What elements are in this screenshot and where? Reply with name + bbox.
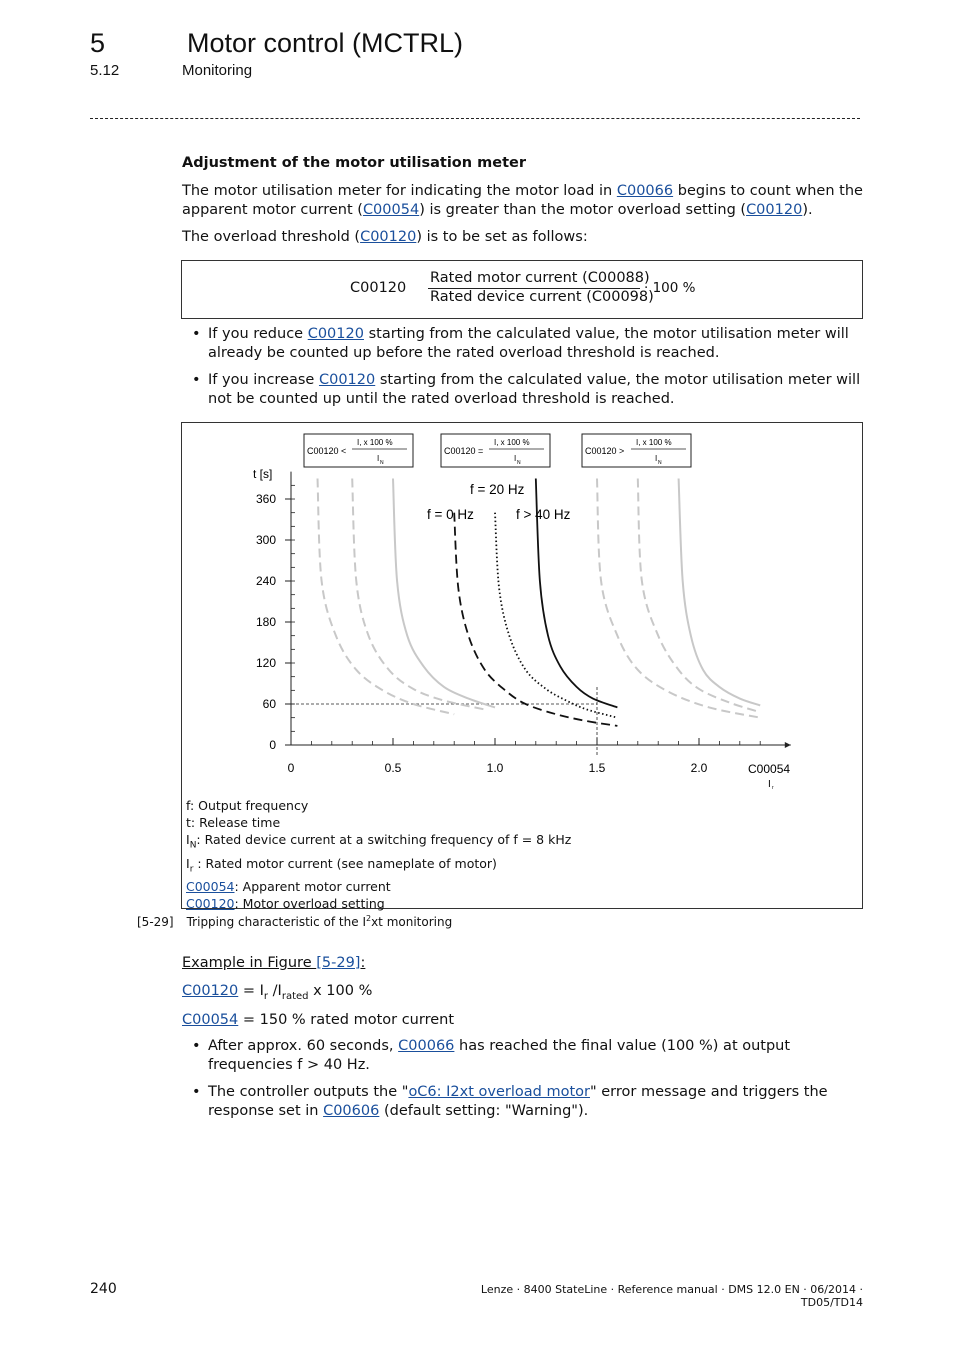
y-tick-label: 60	[262, 697, 276, 712]
box-den-sub: N	[658, 460, 662, 466]
link-oc6-error[interactable]: oC6: I2xt overload motor	[408, 1084, 590, 1100]
series-line-reference	[597, 479, 760, 718]
link-c00066[interactable]: C00066	[616, 183, 674, 199]
page-number: 240	[90, 1281, 117, 1297]
formula-factor: · 100 %	[644, 280, 696, 296]
chapter-title: Motor control (MCTRL)	[187, 28, 464, 58]
legend-item: C00054: Apparent motor current	[186, 879, 391, 894]
x-axis-title-sub: I	[768, 779, 771, 790]
link-c00054[interactable]: C00054	[186, 879, 235, 894]
footer-text: Lenze · 8400 StateLine · Reference manual · DMS 12.0 EN · 06/2014 · TD05/TD14	[480, 1283, 863, 1309]
link-c00120[interactable]: C00120	[746, 202, 803, 218]
chapter-number: 5	[90, 28, 106, 58]
link-c00066[interactable]: C00066	[398, 1038, 455, 1054]
list-item: • If you increase C00120 starting from the calculated value, the motor utilisation meter will not be counted up until the rated overload threshold is reached.	[190, 371, 865, 409]
box-den: I	[655, 454, 658, 463]
label-f40: f > 40 Hz	[516, 507, 571, 522]
box-den-sub: N	[517, 460, 521, 466]
series-line-reference	[679, 479, 761, 706]
list-item: • The controller outputs the "oC6: I2xt overload motor" error message and triggers the response set in C00606 (default setting: "Warning").	[190, 1083, 865, 1121]
link-c00120[interactable]: C00120	[186, 896, 235, 911]
link-c00054[interactable]: C00054	[362, 202, 420, 218]
link-c00054[interactable]: C00054	[182, 1012, 239, 1028]
legend-item: $I_N$: Rated device current at a switching frequency of f = 8 kHz	[186, 832, 572, 851]
list-item: • After approx. 60 seconds, C00066 has reached the final value (100 %) at output frequencies f > 40 Hz.	[190, 1037, 865, 1075]
y-tick-label: 360	[255, 492, 276, 507]
x-axis-title: C00054	[748, 762, 791, 776]
figure-caption: [5-29] Tripping characteristic of the $I^2xt$ monitoring	[137, 914, 453, 929]
box-lhs: C00120 <	[307, 446, 347, 456]
link-c00120[interactable]: C00120	[307, 326, 364, 342]
setting-box-equal	[441, 434, 550, 467]
link-c00120[interactable]: C00120	[318, 372, 376, 388]
intro-paragraph: The motor utilisation meter for indicating the motor load in C00066 begins to count when the apparent motor current (C00054) is greater than the motor overload setting (C00120).	[182, 183, 863, 218]
example-line: C00054 = 150 % rated motor current	[182, 1012, 455, 1028]
example-line: $C00120 = I_r$ $/I_{rated}$ x 100 %	[182, 983, 373, 1002]
formula-denominator: Rated device current (C00098)	[430, 289, 654, 305]
bullet-list	[190, 325, 865, 417]
box-lhs: C00120 >	[585, 446, 625, 456]
y-tick-label: 120	[255, 656, 276, 671]
x-tick-label: 2.0	[690, 761, 708, 775]
box-den-sub: N	[380, 460, 384, 466]
link-c00120[interactable]: C00120	[360, 229, 417, 245]
setting-box-less	[304, 434, 413, 467]
threshold-paragraph: The overload threshold (C00120) is to be set as follows:	[182, 229, 588, 245]
box-lhs: C00120 =	[444, 446, 484, 456]
box-num: I, x 100 %	[494, 438, 530, 447]
x-tick-label: 1.0	[486, 761, 504, 775]
setting-box-greater	[582, 434, 691, 467]
box-den: I	[514, 454, 517, 463]
box-num: I, x 100 %	[357, 438, 393, 447]
label-f20: f = 20 Hz	[470, 482, 525, 497]
bullet-list	[190, 1037, 865, 1129]
series-line-f-0-hz	[454, 513, 617, 726]
x-axis-arrow	[785, 742, 791, 748]
legend-item: t: Release time	[186, 815, 281, 830]
legend-item: f: Output frequency	[186, 798, 309, 813]
x-axis-title-subsub: r	[772, 785, 774, 791]
series-line-reference	[638, 479, 760, 713]
formula-numerator: Rated motor current (C00088)	[430, 270, 650, 286]
section-number: 5.12	[90, 62, 120, 79]
x-tick-label: 0.5	[384, 761, 402, 775]
legend-item: $I_r$ : Rated motor current (see nameplate of motor)	[186, 855, 497, 874]
y-tick-label: 0	[269, 738, 276, 752]
y-tick-label: 180	[255, 615, 276, 630]
y-tick-label: 240	[255, 574, 276, 589]
box-num: I, x 100 %	[636, 438, 672, 447]
x-tick-label: 0	[287, 761, 295, 775]
link-c00606[interactable]: C00606	[323, 1103, 380, 1119]
subsection-heading: Adjustment of the motor utilisation meter	[182, 155, 526, 171]
header-divider	[90, 118, 860, 119]
formula-box	[181, 260, 863, 319]
link-figure-5-29[interactable]: [5-29]	[316, 955, 361, 971]
formula-lhs: C00120	[350, 280, 407, 296]
label-f0: f = 0 Hz	[427, 507, 474, 522]
tripping-chart	[181, 422, 863, 797]
box-den: I	[377, 454, 380, 463]
figure-legend	[186, 797, 571, 912]
y-tick-label: 300	[255, 533, 276, 548]
y-axis-title: t [s]	[253, 467, 273, 481]
list-item: • If you reduce C00120 starting from the calculated value, the motor utilisation meter will already be counted up before the rated overload threshold is reached.	[190, 325, 865, 363]
example-heading: Example in Figure [5-29]:	[182, 955, 366, 971]
section-title: Monitoring	[182, 62, 253, 79]
x-tick-label: 1.5	[588, 761, 606, 775]
link-c00120[interactable]: C00120	[182, 983, 239, 999]
legend-item: C00120: Motor overload setting	[186, 896, 385, 911]
